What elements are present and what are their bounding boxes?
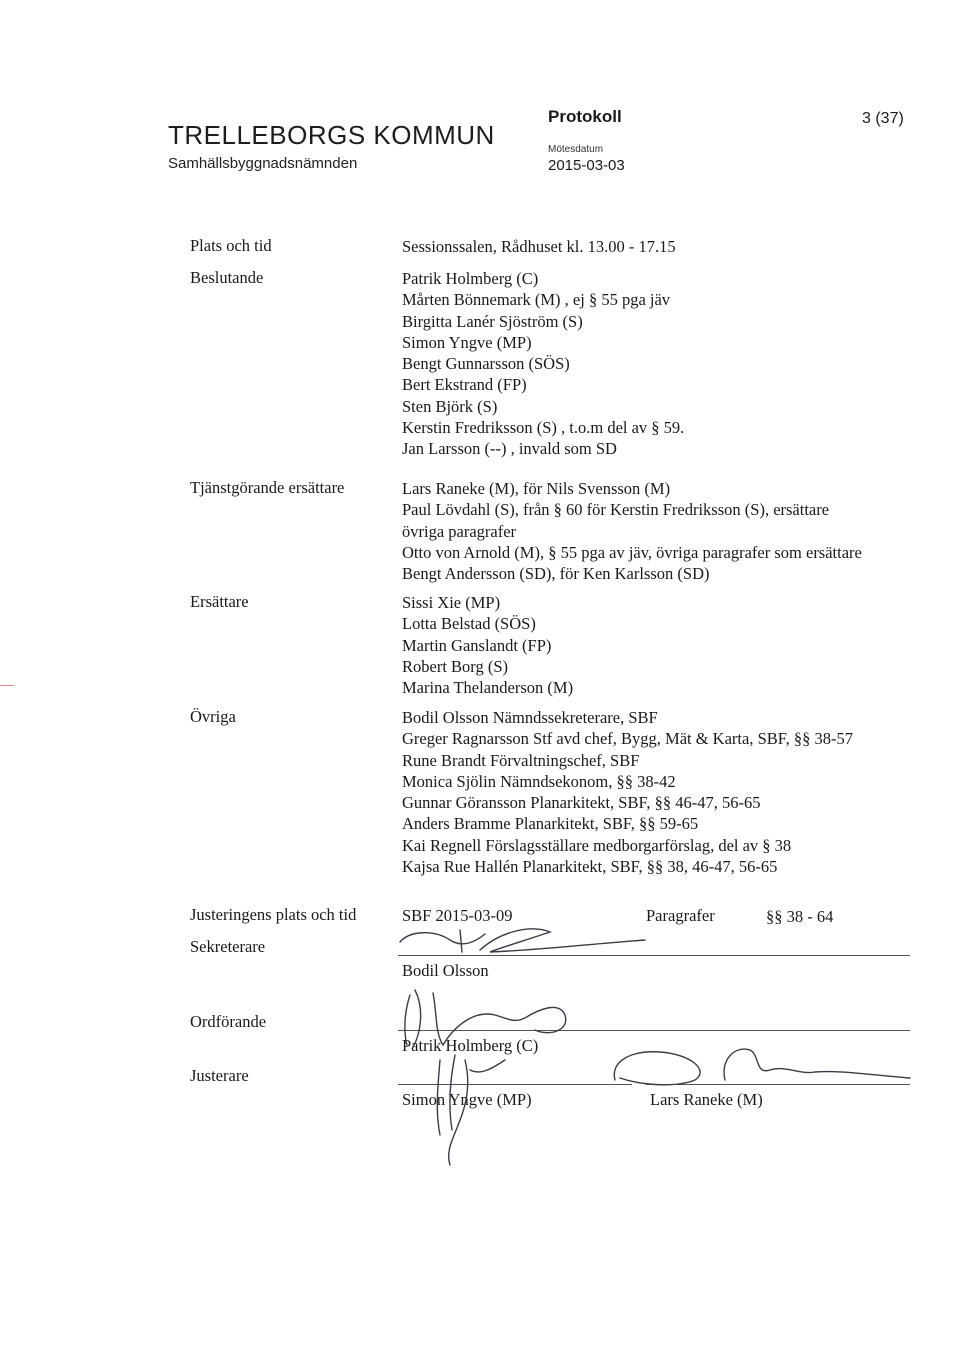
list-item: Rune Brandt Förvaltningschef, SBF [402,750,640,770]
list-item: Greger Ragnarsson Stf avd chef, Bygg, Mät & Karta, SBF, §§ 38-57 [402,729,853,749]
list-item: Simon Yngve (MP) [402,332,532,352]
list-item: Lars Raneke (M), för Nils Svensson (M) [402,479,671,498]
list-item: Anders Bramme Planarkitekt, SBF, §§ 59-65 [402,814,699,834]
list-item: Marina Thelanderson (M) [402,678,574,698]
list-item: Lotta Belstad (SÖS) [402,614,536,634]
list-item: Paul Lövdahl (S), från § 60 för Kerstin Fredriksson (S), ersättare [402,500,830,520]
list-item: Jan Larsson (--) , invald som SD [402,439,617,459]
list-item: Bodil Olsson Nämndssekreterare, SBF [402,708,658,727]
list-item: Bengt Andersson (SD), för Ken Karlsson (SD) [402,564,710,584]
meeting-date: 2015-03-03 [548,157,625,174]
tjanstgorande-label: Tjänstgörande ersättare [190,478,345,497]
ovriga-label: Övriga [190,707,236,726]
justerare-signature-1 [410,1040,520,1170]
list-item: Gunnar Göransson Planarkitekt, SBF, §§ 46-47, 56-65 [402,793,761,813]
ordforande-label: Ordförande [190,1012,267,1031]
justerare-label: Justerare [190,1066,249,1085]
list-item: Monica Sjölin Nämndsekonom, §§ 38-42 [402,771,676,791]
ovriga-list [402,707,853,877]
list-item: Mårten Bönnemark (M) , ej § 55 pga jäv [402,290,671,310]
ersattare-list [402,592,573,698]
sekreterare-name: Bodil Olsson [402,961,489,980]
ersattare-label: Ersättare [190,592,249,611]
margin-mark [0,685,14,686]
list-item: övriga paragrafer [402,521,517,541]
list-item: Otto von Arnold (M), § 55 pga av jäv, övriga paragrafer som ersättare [402,542,862,562]
department-name: Samhällsbyggnadsnämnden [168,155,358,172]
list-item: Kajsa Rue Hallén Planarkitekt, SBF, §§ 38, 46-47, 56-65 [402,857,778,877]
list-item: Sten Björk (S) [402,396,498,416]
beslutande-list [402,268,684,460]
ordforande-name: Patrik Holmberg (C) [402,1036,539,1055]
sekreterare-label: Sekreterare [190,937,266,956]
list-item: Sissi Xie (MP) [402,593,501,612]
paragrafer-value: §§ 38 - 64 [766,907,834,926]
document-type: Protokoll [548,107,622,126]
justerare-signature-2 [600,1040,920,1100]
list-item: Kai Regnell Förslagsställare medborgarförslag, del av § 38 [402,835,792,855]
list-item: Bengt Gunnarsson (SÖS) [402,354,570,374]
beslutande-label: Beslutande [190,268,264,287]
plats-value: Sessionssalen, Rådhuset kl. 13.00 - 17.15 [402,237,676,256]
list-item: Martin Ganslandt (FP) [402,635,552,655]
justerare-name-2: Lars Raneke (M) [650,1090,763,1109]
justering-label: Justeringens plats och tid [190,905,357,924]
justering-value: SBF 2015-03-09 [402,906,513,925]
list-item: Patrik Holmberg (C) [402,269,539,288]
sekreterare-signature [390,912,660,962]
meeting-date-label: Mötesdatum [548,144,604,155]
page-number: 3 (37) [862,110,904,127]
tjanstgorande-list [402,478,862,584]
list-item: Birgitta Lanér Sjöström (S) [402,311,583,331]
organization-name: TRELLEBORGS KOMMUN [168,120,495,150]
plats-label: Plats och tid [190,236,272,255]
justerare-name-1: Simon Yngve (MP) [402,1090,532,1109]
paragrafer-label: Paragrafer [646,906,715,925]
list-item: Robert Borg (S) [402,656,509,676]
list-item: Bert Ekstrand (FP) [402,375,527,395]
list-item: Kerstin Fredriksson (S) , t.o.m del av § 59. [402,418,685,438]
